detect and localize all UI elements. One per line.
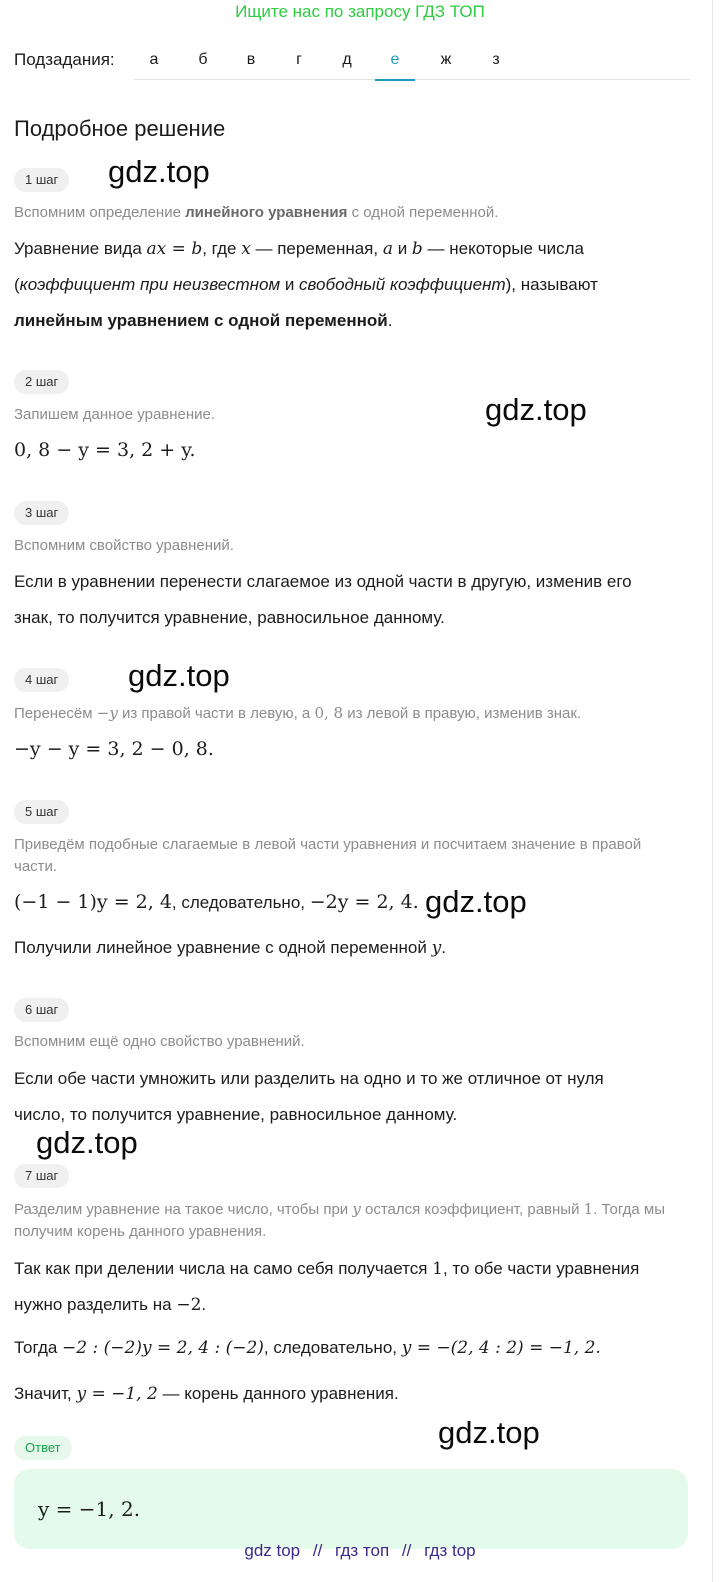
step-1-hint: Вспомним определение линейного уравнения с одной переменной. — [14, 204, 499, 221]
section-title: Подробное решение — [14, 116, 226, 141]
step-3-text: Если в уравнении перенести слагаемое из одной части в другую, изменив его знак, то получится уравнение, равносильное данному. — [14, 572, 632, 627]
step-2-hint: Запишем данное уравнение. — [14, 406, 216, 423]
subtasks-bar — [14, 46, 690, 80]
subtask-tab-z[interactable]: з — [492, 51, 500, 68]
step-badge-5: 5 шаг — [14, 800, 69, 824]
step-1-text: Уравнение вида ax = b, где x — переменная, a и b — некоторые числа (коэффициент при неизвестном и свободный коэффициент), называют линейным уравнением с одной переменной. — [14, 239, 598, 330]
step-7-hint: Разделим уравнение на такое число, чтобы при y остался коэффициент, равный 1. Тогда мы получим корень данного уравнения. — [14, 1200, 665, 1240]
answer-box — [14, 1469, 688, 1549]
subtask-tab-a[interactable]: а — [149, 51, 159, 68]
answer-badge: Ответ — [14, 1436, 72, 1460]
step-7-text-2: Тогда −2 : (−2)y = 2, 4 : (−2), следовательно, y = −(2, 4 : 2) = −1, 2. — [14, 1338, 601, 1358]
step-6-hint: Вспомним ещё одно свойство уравнений. — [14, 1033, 305, 1050]
step-badge-7: 7 шаг — [14, 1164, 69, 1188]
subtasks-label: Подзадания: — [14, 50, 115, 69]
page-edge-divider — [712, 0, 713, 1582]
watermark: gdz.top — [425, 884, 527, 919]
step-5-text: Получили линейное уравнение с одной переменной y. — [14, 938, 446, 958]
subtask-tab-e[interactable]: е — [375, 46, 415, 80]
subtask-tab-g[interactable]: г — [296, 51, 302, 68]
subtask-tab-b[interactable]: б — [198, 51, 208, 68]
step-badge-4: 4 шаг — [14, 668, 69, 692]
subtask-tab-d[interactable]: д — [342, 51, 352, 68]
footer-separator: // — [401, 1541, 412, 1560]
step-5-hint: Приведём подобные слагаемые в левой части уравнения и посчитаем значение в правой части. — [14, 836, 642, 875]
footer-link[interactable]: gdz top — [244, 1541, 301, 1560]
step-2-equation: 0, 8 − y = 3, 2 + y. — [14, 439, 196, 461]
step-badge-3: 3 шаг — [14, 501, 69, 525]
watermark: gdz.top — [36, 1125, 138, 1160]
footer-separator: // — [312, 1541, 323, 1560]
watermark: gdz.top — [438, 1415, 540, 1450]
footer-link[interactable]: гдз топ — [335, 1541, 390, 1560]
step-7-text-3: Значит, y = −1, 2 — корень данного уравнения. — [14, 1384, 399, 1404]
subtask-tab-zh[interactable]: ж — [440, 51, 452, 68]
step-badge-1: 1 шаг — [14, 168, 69, 192]
footer-links — [0, 1541, 720, 1565]
footer-link[interactable]: гдз top — [424, 1541, 476, 1560]
step-4-equation: −y − y = 3, 2 − 0, 8. — [14, 738, 214, 760]
step-6-text: Если обе части умножить или разделить на одно и то же отличное от нуля число, то получится уравнение, равносильное данному. — [14, 1069, 604, 1124]
step-3-hint: Вспомним свойство уравнений. — [14, 537, 234, 554]
answer-value: y = −1, 2. — [38, 1497, 141, 1521]
watermark: gdz.top — [108, 154, 210, 189]
step-4-hint: Перенесём −y из правой части в левую, а 0, 8 из левой в правую, изменив знак. — [14, 704, 582, 722]
step-5-equation: (−1 − 1)y = 2, 4, следовательно, −2y = 2, 4. — [14, 891, 419, 913]
step-badge-6: 6 шаг — [14, 998, 69, 1022]
watermark: gdz.top — [485, 392, 587, 427]
watermark: gdz.top — [128, 658, 230, 693]
subtask-tab-v[interactable]: в — [246, 51, 256, 68]
step-7-text-1: Так как при делении числа на само себя получается 1, то обе части уравнения нужно разделить на −2. — [14, 1259, 640, 1315]
search-banner: Ищите нас по запросу ГДЗ ТОП — [235, 2, 485, 21]
step-badge-2: 2 шаг — [14, 370, 69, 394]
